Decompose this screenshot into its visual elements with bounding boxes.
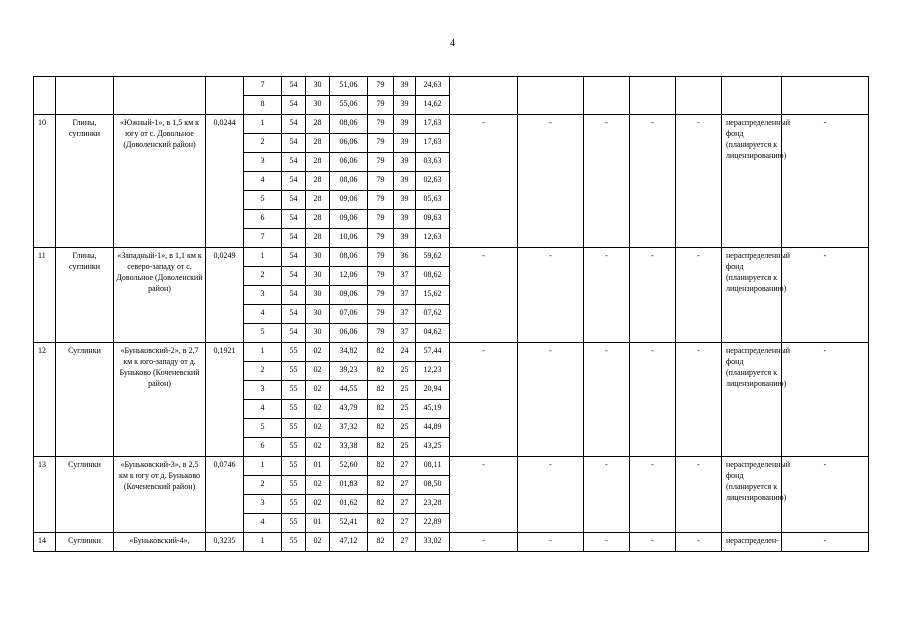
lon-seconds: 07,62 — [416, 305, 450, 324]
lon-degrees: 82 — [368, 381, 394, 400]
lon-seconds: 24,63 — [416, 77, 450, 96]
lat-seconds: 43,79 — [330, 400, 368, 419]
lon-seconds: 59,62 — [416, 248, 450, 267]
dash-cell: - — [450, 533, 518, 552]
lat-minutes: 28 — [306, 153, 330, 172]
lat-seconds: 09,06 — [330, 210, 368, 229]
lon-degrees: 79 — [368, 96, 394, 115]
dash-cell: - — [584, 533, 630, 552]
last-cell: - — [782, 248, 869, 343]
lat-degrees: 54 — [282, 210, 306, 229]
lat-minutes: 01 — [306, 514, 330, 533]
lon-seconds: 09,63 — [416, 210, 450, 229]
point-number: 4 — [244, 172, 282, 191]
lon-minutes: 24 — [394, 343, 416, 362]
point-number: 2 — [244, 476, 282, 495]
lon-minutes: 25 — [394, 381, 416, 400]
lat-minutes: 30 — [306, 96, 330, 115]
lon-seconds: 05,63 — [416, 191, 450, 210]
lat-minutes: 30 — [306, 248, 330, 267]
lon-minutes: 39 — [394, 134, 416, 153]
lon-minutes: 27 — [394, 533, 416, 552]
point-number: 4 — [244, 400, 282, 419]
site-area: 0,3235 — [206, 533, 244, 552]
lon-degrees: 79 — [368, 77, 394, 96]
lat-seconds: 08,06 — [330, 172, 368, 191]
lat-degrees: 54 — [282, 267, 306, 286]
table-row — [34, 343, 869, 362]
lat-degrees: 55 — [282, 419, 306, 438]
lon-minutes: 27 — [394, 476, 416, 495]
lon-minutes: 37 — [394, 305, 416, 324]
dash-cell: - — [630, 343, 676, 457]
dash-cell: - — [630, 457, 676, 533]
lon-seconds: 14,62 — [416, 96, 450, 115]
lat-minutes: 28 — [306, 229, 330, 248]
point-number: 8 — [244, 96, 282, 115]
lon-seconds: 44,89 — [416, 419, 450, 438]
lat-seconds: 33,38 — [330, 438, 368, 457]
dash-cell: - — [518, 115, 584, 248]
status-cell: нераспределенный фонд (планируется к лицензированию) — [722, 115, 782, 248]
point-number: 5 — [244, 419, 282, 438]
lat-degrees: 54 — [282, 191, 306, 210]
site-number: 14 — [34, 533, 56, 552]
dash-cell: - — [518, 248, 584, 343]
point-number: 7 — [244, 77, 282, 96]
point-number: 2 — [244, 134, 282, 153]
lat-minutes: 28 — [306, 134, 330, 153]
site-number: 11 — [34, 248, 56, 343]
dash-cell: - — [584, 115, 630, 248]
lat-minutes: 28 — [306, 210, 330, 229]
lat-seconds: 34,82 — [330, 343, 368, 362]
lat-seconds: 06,06 — [330, 134, 368, 153]
site-name: «Буньковский-4», — [114, 533, 206, 552]
lat-minutes: 02 — [306, 438, 330, 457]
last-cell — [782, 77, 869, 115]
table-row — [34, 457, 869, 476]
status-cell: нераспределенный фонд (планируется к лицензированию) — [722, 248, 782, 343]
lon-minutes: 27 — [394, 495, 416, 514]
point-number: 5 — [244, 191, 282, 210]
lat-degrees: 55 — [282, 343, 306, 362]
lon-minutes: 39 — [394, 153, 416, 172]
lon-seconds: 08,50 — [416, 476, 450, 495]
lon-degrees: 79 — [368, 172, 394, 191]
table-row — [34, 248, 869, 267]
lat-seconds: 07,06 — [330, 305, 368, 324]
lat-seconds: 08,06 — [330, 115, 368, 134]
point-number: 2 — [244, 362, 282, 381]
lon-minutes: 37 — [394, 267, 416, 286]
lon-seconds: 08,62 — [416, 267, 450, 286]
dash-cell: - — [450, 248, 518, 343]
lat-degrees: 55 — [282, 457, 306, 476]
lat-degrees: 55 — [282, 381, 306, 400]
mineral-type: Суглинки — [56, 343, 114, 457]
lon-seconds: 43,25 — [416, 438, 450, 457]
dash-cell — [584, 77, 630, 115]
lon-degrees: 79 — [368, 153, 394, 172]
lon-seconds: 12,63 — [416, 229, 450, 248]
dash-cell: - — [450, 343, 518, 457]
mineral-cell — [56, 77, 114, 115]
last-cell: - — [782, 533, 869, 552]
lon-minutes: 39 — [394, 210, 416, 229]
lon-seconds: 22,89 — [416, 514, 450, 533]
lon-seconds: 17,63 — [416, 115, 450, 134]
lat-degrees: 55 — [282, 438, 306, 457]
point-number: 3 — [244, 495, 282, 514]
lat-minutes: 28 — [306, 172, 330, 191]
lon-degrees: 79 — [368, 248, 394, 267]
lat-minutes: 01 — [306, 457, 330, 476]
lon-degrees: 79 — [368, 324, 394, 343]
lat-seconds: 01,83 — [330, 476, 368, 495]
lat-degrees: 55 — [282, 495, 306, 514]
status-cell: нераспределенный фонд (планируется к лицензированию) — [722, 343, 782, 457]
lat-minutes: 30 — [306, 324, 330, 343]
point-number: 6 — [244, 438, 282, 457]
lon-degrees: 82 — [368, 400, 394, 419]
dash-cell: - — [630, 115, 676, 248]
lon-seconds: 04,62 — [416, 324, 450, 343]
lat-minutes: 02 — [306, 419, 330, 438]
lon-degrees: 79 — [368, 115, 394, 134]
mineral-type: Суглинки — [56, 533, 114, 552]
lon-minutes: 39 — [394, 229, 416, 248]
last-cell: - — [782, 457, 869, 533]
lon-seconds: 15,62 — [416, 286, 450, 305]
lon-degrees: 82 — [368, 514, 394, 533]
lon-seconds: 17,63 — [416, 134, 450, 153]
dash-cell — [518, 77, 584, 115]
lon-seconds: 20,94 — [416, 381, 450, 400]
table-row — [34, 77, 869, 96]
lat-degrees: 54 — [282, 286, 306, 305]
site-area: 0,1921 — [206, 343, 244, 457]
lat-seconds: 47,12 — [330, 533, 368, 552]
lat-minutes: 30 — [306, 286, 330, 305]
lat-minutes: 30 — [306, 77, 330, 96]
name-cell — [114, 77, 206, 115]
lat-seconds: 44,55 — [330, 381, 368, 400]
lon-degrees: 79 — [368, 210, 394, 229]
lon-seconds: 02,63 — [416, 172, 450, 191]
table-row — [34, 533, 869, 552]
lon-minutes: 39 — [394, 172, 416, 191]
point-number: 3 — [244, 286, 282, 305]
lon-degrees: 82 — [368, 343, 394, 362]
dash-cell: - — [630, 533, 676, 552]
lon-seconds: 08,11 — [416, 457, 450, 476]
site-number: 10 — [34, 115, 56, 248]
site-area: 0,0244 — [206, 115, 244, 248]
lat-degrees: 54 — [282, 77, 306, 96]
lon-degrees: 82 — [368, 362, 394, 381]
lon-seconds: 12,23 — [416, 362, 450, 381]
lon-minutes: 25 — [394, 419, 416, 438]
dash-cell — [676, 77, 722, 115]
lon-degrees: 82 — [368, 495, 394, 514]
lat-degrees: 55 — [282, 400, 306, 419]
site-number: 13 — [34, 457, 56, 533]
point-number: 3 — [244, 153, 282, 172]
lon-degrees: 82 — [368, 533, 394, 552]
lon-seconds: 03,63 — [416, 153, 450, 172]
site-name: «Южный-1», в 1,5 км к югу от с. Довольное (Доволенский район) — [114, 115, 206, 248]
point-number: 5 — [244, 324, 282, 343]
lon-minutes: 36 — [394, 248, 416, 267]
table-row — [34, 115, 869, 134]
mineral-type: Суглинки — [56, 457, 114, 533]
dash-cell: - — [584, 248, 630, 343]
lat-minutes: 02 — [306, 400, 330, 419]
site-area: 0,0249 — [206, 248, 244, 343]
lat-seconds: 12,06 — [330, 267, 368, 286]
site-name: «Западный-1», в 1,1 км к северо-западу от с. Довольное (Доволенский район) — [114, 248, 206, 343]
site-name: «Буньковский-2», в 2,7 км к юго-западу от д. Буньково (Коченевский район) — [114, 343, 206, 457]
lat-degrees: 54 — [282, 305, 306, 324]
site-number: 12 — [34, 343, 56, 457]
point-number: 3 — [244, 381, 282, 400]
lat-minutes: 02 — [306, 381, 330, 400]
dash-cell — [450, 77, 518, 115]
lon-minutes: 39 — [394, 115, 416, 134]
dash-cell: - — [584, 343, 630, 457]
status-cell: нераспределен- — [722, 533, 782, 552]
lon-degrees: 79 — [368, 191, 394, 210]
lat-minutes: 30 — [306, 267, 330, 286]
lon-degrees: 79 — [368, 286, 394, 305]
point-number: 6 — [244, 210, 282, 229]
lat-seconds: 08,06 — [330, 248, 368, 267]
dash-cell: - — [630, 248, 676, 343]
lat-degrees: 54 — [282, 134, 306, 153]
point-number: 2 — [244, 267, 282, 286]
lon-degrees: 82 — [368, 476, 394, 495]
lat-degrees: 55 — [282, 533, 306, 552]
page-number: 4 — [450, 38, 455, 49]
lon-degrees: 82 — [368, 457, 394, 476]
lon-degrees: 82 — [368, 419, 394, 438]
dash-cell: - — [450, 457, 518, 533]
area-cell — [206, 77, 244, 115]
lat-degrees: 54 — [282, 248, 306, 267]
status-cell — [722, 77, 782, 115]
lat-degrees: 54 — [282, 172, 306, 191]
point-number: 1 — [244, 115, 282, 134]
point-number: 4 — [244, 305, 282, 324]
point-number: 1 — [244, 457, 282, 476]
lon-minutes: 27 — [394, 514, 416, 533]
dash-cell: - — [676, 248, 722, 343]
dash-cell: - — [518, 533, 584, 552]
point-number: 1 — [244, 343, 282, 362]
lon-degrees: 79 — [368, 229, 394, 248]
dash-cell: - — [676, 533, 722, 552]
lon-minutes: 39 — [394, 191, 416, 210]
status-cell: нераспределенный фонд (планируется к лицензированию) — [722, 457, 782, 533]
lon-minutes: 39 — [394, 77, 416, 96]
point-number: 7 — [244, 229, 282, 248]
lon-minutes: 27 — [394, 457, 416, 476]
lat-degrees: 54 — [282, 115, 306, 134]
num-cell — [34, 77, 56, 115]
mineral-type: Глины, суглинки — [56, 115, 114, 248]
lat-degrees: 55 — [282, 362, 306, 381]
lat-seconds: 01,62 — [330, 495, 368, 514]
lon-minutes: 25 — [394, 400, 416, 419]
lat-degrees: 55 — [282, 476, 306, 495]
lat-minutes: 02 — [306, 343, 330, 362]
last-cell: - — [782, 343, 869, 457]
lat-degrees: 54 — [282, 229, 306, 248]
dash-cell — [630, 77, 676, 115]
point-number: 4 — [244, 514, 282, 533]
dash-cell: - — [584, 457, 630, 533]
lat-minutes: 02 — [306, 533, 330, 552]
licensing-table — [33, 76, 869, 552]
lat-seconds: 06,06 — [330, 324, 368, 343]
lat-seconds: 51,06 — [330, 77, 368, 96]
dash-cell: - — [518, 343, 584, 457]
lat-seconds: 55,06 — [330, 96, 368, 115]
lat-minutes: 28 — [306, 115, 330, 134]
lat-seconds: 52,41 — [330, 514, 368, 533]
mineral-type: Глины, суглинки — [56, 248, 114, 343]
lat-minutes: 02 — [306, 495, 330, 514]
last-cell: - — [782, 115, 869, 248]
lon-seconds: 33,02 — [416, 533, 450, 552]
dash-cell: - — [676, 343, 722, 457]
lon-seconds: 23,28 — [416, 495, 450, 514]
lat-degrees: 54 — [282, 96, 306, 115]
point-number: 1 — [244, 248, 282, 267]
lat-seconds: 52,60 — [330, 457, 368, 476]
lat-seconds: 37,32 — [330, 419, 368, 438]
dash-cell: - — [676, 457, 722, 533]
lat-minutes: 02 — [306, 362, 330, 381]
lon-degrees: 82 — [368, 438, 394, 457]
lon-degrees: 79 — [368, 134, 394, 153]
site-area: 0,0746 — [206, 457, 244, 533]
lon-minutes: 39 — [394, 96, 416, 115]
lon-minutes: 37 — [394, 286, 416, 305]
lat-degrees: 54 — [282, 153, 306, 172]
lat-seconds: 39,23 — [330, 362, 368, 381]
lat-seconds: 09,06 — [330, 286, 368, 305]
lat-degrees: 54 — [282, 324, 306, 343]
dash-cell: - — [676, 115, 722, 248]
lat-minutes: 02 — [306, 476, 330, 495]
lat-minutes: 30 — [306, 305, 330, 324]
point-number: 1 — [244, 533, 282, 552]
dash-cell: - — [518, 457, 584, 533]
lon-seconds: 57,44 — [416, 343, 450, 362]
lat-seconds: 10,06 — [330, 229, 368, 248]
lat-seconds: 06,06 — [330, 153, 368, 172]
lon-degrees: 79 — [368, 267, 394, 286]
dash-cell: - — [450, 115, 518, 248]
lat-degrees: 55 — [282, 514, 306, 533]
lon-seconds: 45,19 — [416, 400, 450, 419]
lat-seconds: 09,06 — [330, 191, 368, 210]
site-name: «Буньковский-3», в 2,5 км к югу от д. Буньково (Коченевский район) — [114, 457, 206, 533]
lon-minutes: 25 — [394, 362, 416, 381]
lon-minutes: 25 — [394, 438, 416, 457]
lon-minutes: 37 — [394, 324, 416, 343]
lon-degrees: 79 — [368, 305, 394, 324]
lat-minutes: 28 — [306, 191, 330, 210]
